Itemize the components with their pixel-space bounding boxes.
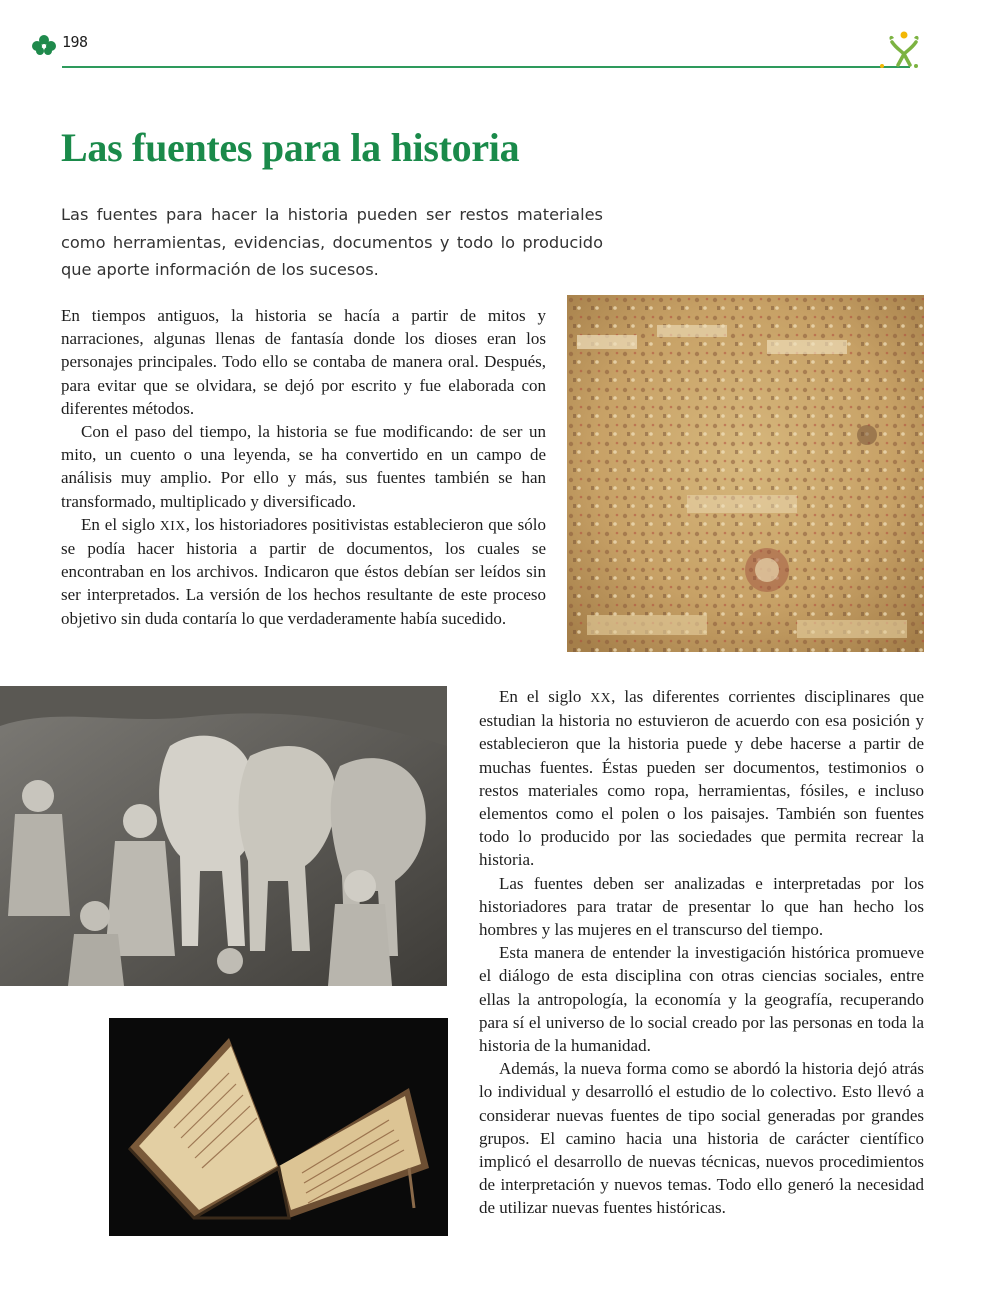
century-numeral: XX bbox=[590, 690, 612, 705]
header-dot-yellow bbox=[880, 64, 884, 68]
old-book-image bbox=[109, 1018, 448, 1236]
clover-icon bbox=[31, 34, 57, 56]
paragraph-collective-study: Además, la nueva forma como se abordó la historia dejó atrás lo individual y desarrolló el estudio de lo colectivo. Esto llevó a considerar nuevas fuentes de tipo social generadas por grandes grupos. El camino hacia una historia de carácter científico implicó el desarrollo de nuevas técnicas, nuevos procedimientos de interpretación y nuevos temas. Todo ello generó la necesidad de utilizar nuevas fuentes históricas. bbox=[479, 1059, 924, 1218]
paragraph-19th-century bbox=[61, 513, 546, 630]
terracotta-warriors-image bbox=[0, 686, 447, 986]
page-number: 198 bbox=[62, 33, 88, 51]
leaf-figure-logo-icon bbox=[886, 30, 922, 70]
text-fragment: En el siglo bbox=[499, 687, 591, 706]
text-fragment: En el siglo bbox=[81, 514, 160, 534]
page-header bbox=[28, 30, 928, 70]
paragraph-ancient-myths: En tiempos antiguos, la historia se hacía a partir de mitos y narraciones, algunas llenas de fantasía donde los dioses eran los personajes principales. Todo ello se contaba de manera oral. Después, para evitar que se olvidara, se dejó por escrito y fue elaborada con diferentes métodos. bbox=[61, 306, 546, 418]
header-rule bbox=[62, 66, 910, 68]
text-fragment: , las diferentes corrientes disciplinares que estudian la historia no estuvieron de acuerdo con esa posición y establecieron que la historia puede y debe hacerse a partir de muchas fuentes. Éstas pueden ser documentos, testimonios o restos materiales como ropa, herramientas, fósiles, e incluso elementos como el polen o los paisajes. También son fuentes todo lo producido por las sociedades que permita recrear la historia. bbox=[479, 687, 924, 870]
right-text-column bbox=[479, 685, 924, 1220]
left-text-column bbox=[61, 304, 546, 630]
paragraph-sources-analysis: Las fuentes deben ser analizadas e interpretadas por los historiadores para tratar de presentar lo que han hecho los hombres y las mujeres en el transcurso del tiempo. bbox=[479, 873, 924, 940]
ancient-painting-image bbox=[567, 295, 924, 652]
paragraph-history-changes: Con el paso del tiempo, la historia se fue modificando: de ser un mito, un cuento o una leyenda, se ha convertido en un campo de análisis muy amplio. Por ello y más, sus fuentes también se han transformado, multiplicado y diversificado. bbox=[61, 422, 546, 511]
paragraph-dialogue-sciences: Esta manera de entender la investigación histórica promueve el diálogo de esta disciplina con otras ciencias sociales, entre ellas la antropología, la economía y la geografía, recuperando para sí el universo de lo social creado por las personas en toda la historia de la humanidad. bbox=[479, 943, 924, 1056]
intro-paragraph: Las fuentes para hacer la historia pueden ser restos materiales como herramientas, evidencias, documentos y todo lo producido que aporte información de los sucesos. bbox=[61, 205, 603, 279]
text-fragment: , los historiadores positivistas establecieron que sólo se podía hacer historia a partir de documentos, los cuales se encontraban en los archivos. Indicaron que éstos debían ser leídos sin ser interpretados. La versión de los hechos resultante de este proceso objetivo sin duda contaría lo que verdaderamente había sucedido. bbox=[61, 514, 546, 628]
page-title: Las fuentes para la historia bbox=[61, 125, 520, 170]
century-numeral: XIX bbox=[159, 517, 186, 533]
paragraph-20th-century bbox=[479, 685, 924, 872]
